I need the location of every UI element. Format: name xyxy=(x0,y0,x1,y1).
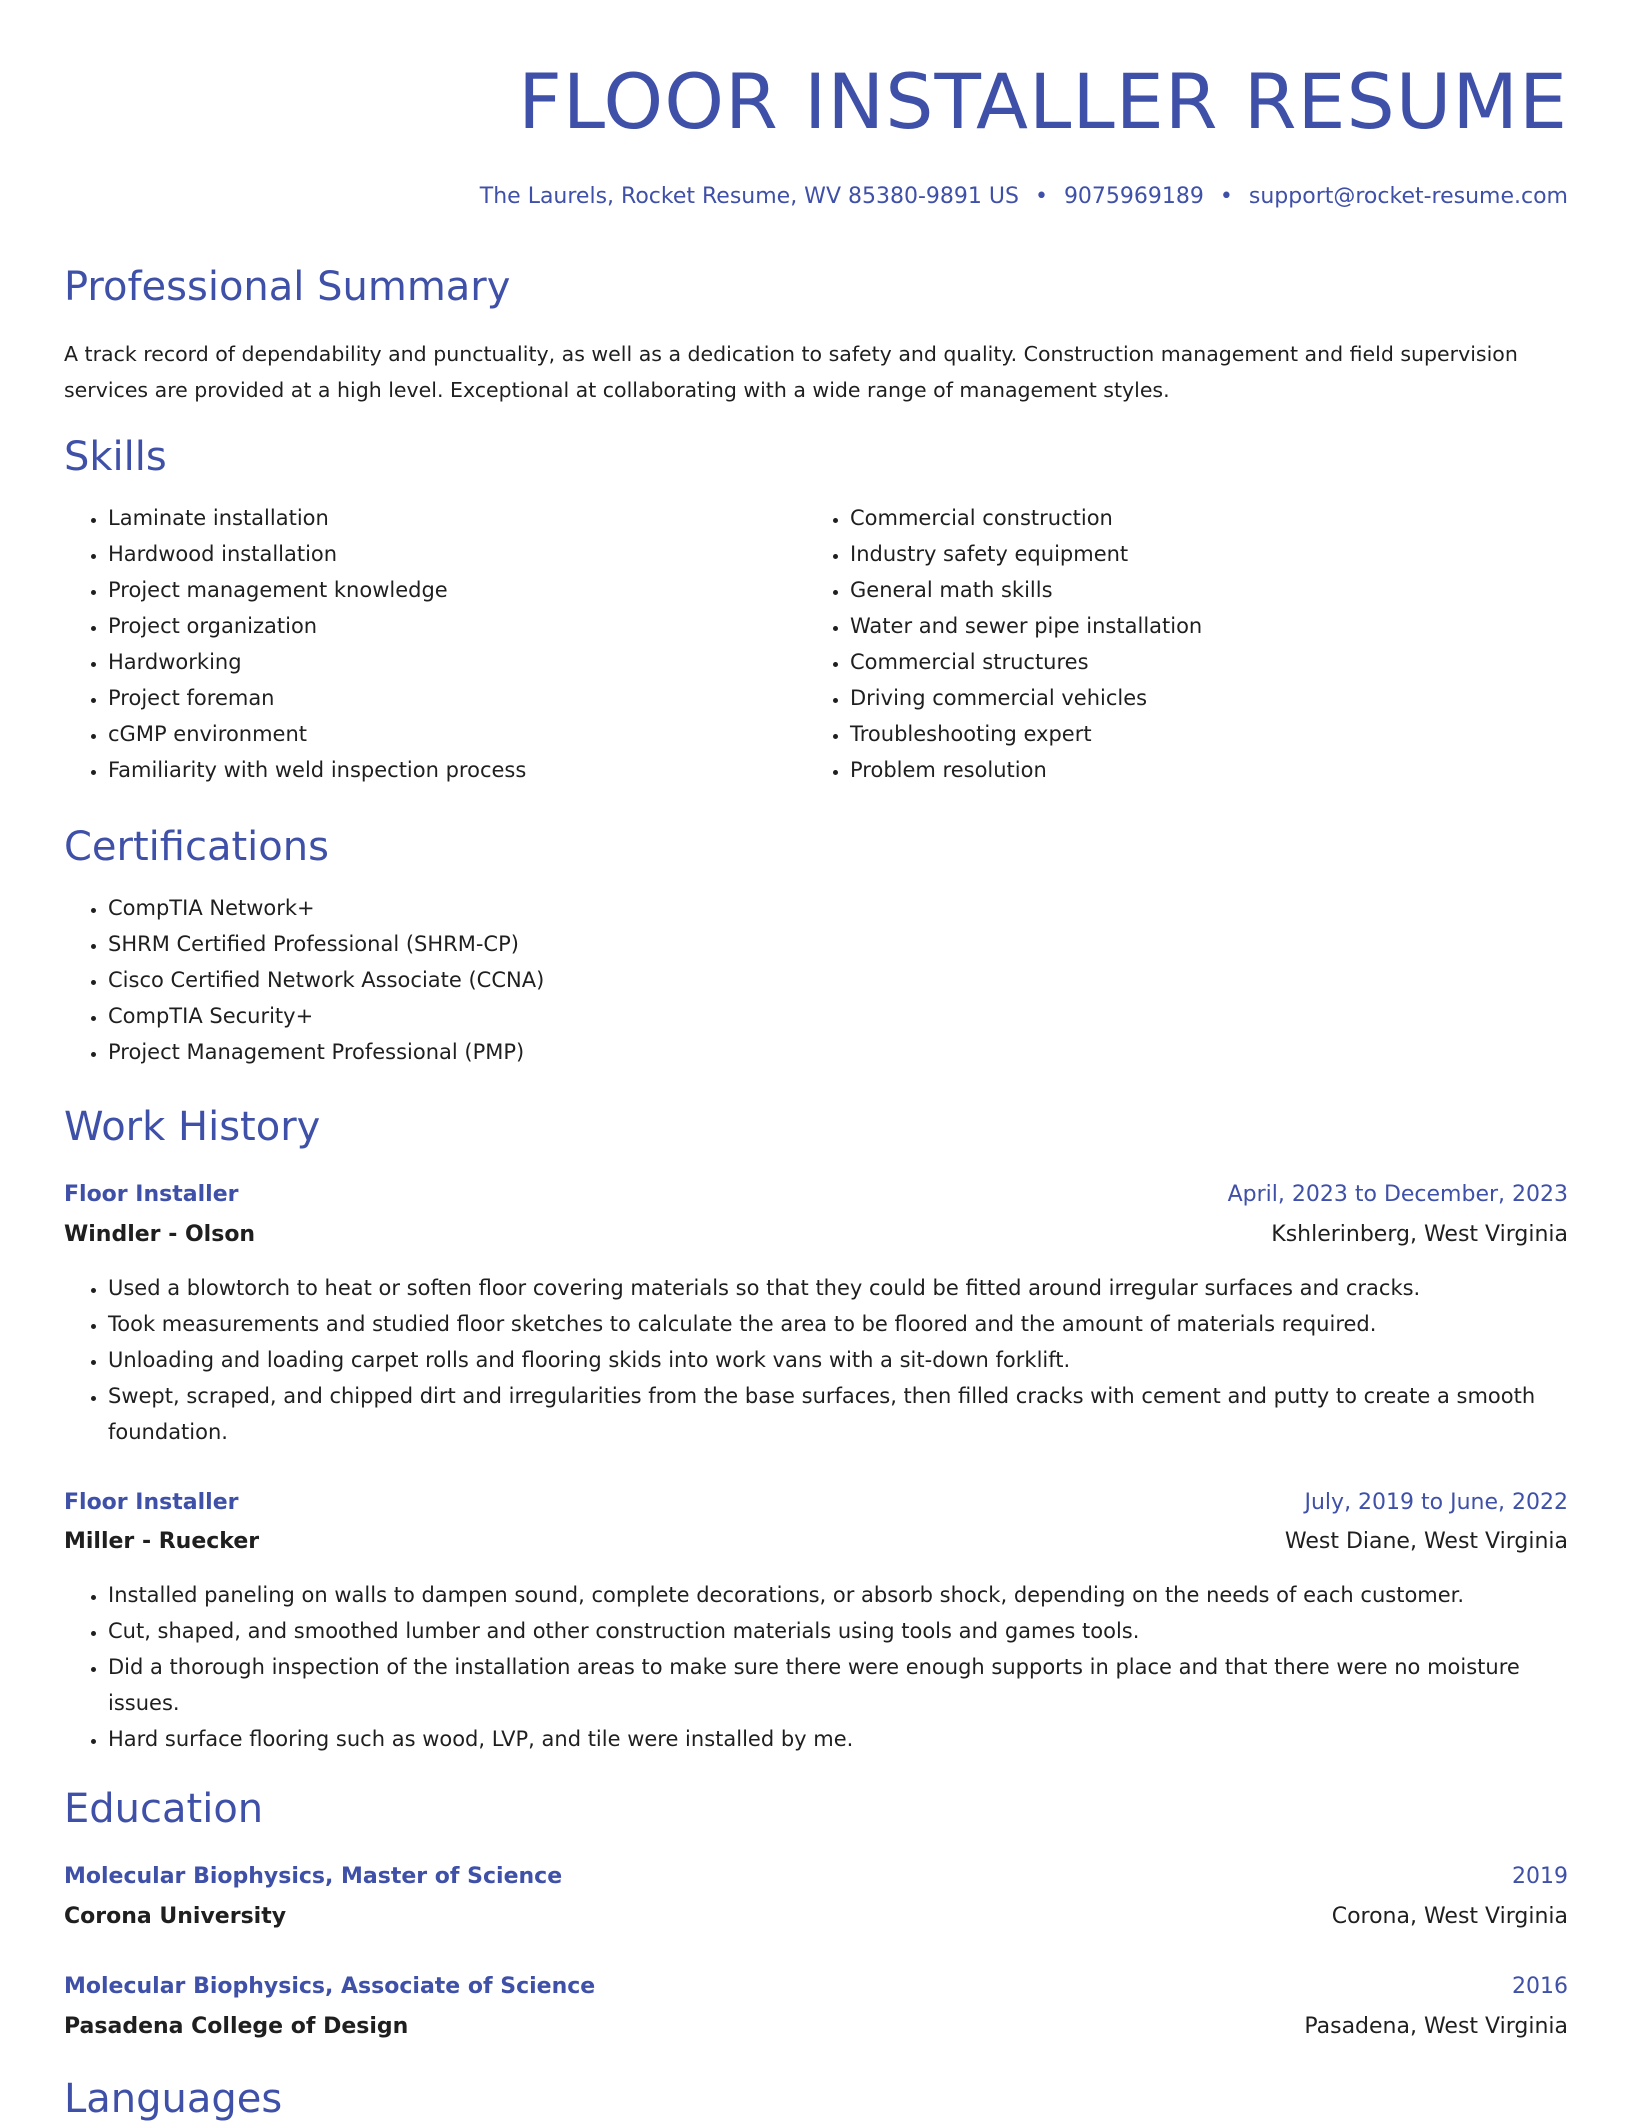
education-location: Pasadena, West Virginia xyxy=(1304,2014,1568,2039)
education-year: 2019 xyxy=(1512,1864,1568,1889)
job-title: Floor Installer xyxy=(64,1490,239,1515)
job-company: Miller - Ruecker xyxy=(64,1529,260,1554)
certifications-heading: Certifications xyxy=(64,824,329,870)
languages-heading: Languages xyxy=(64,2076,283,2122)
contact-separator: • xyxy=(1034,184,1048,209)
certification-item: • CompTIA Security+ xyxy=(108,998,1568,1034)
skill-item: • Hardwood installation xyxy=(108,536,808,572)
job-bullet: • Installed paneling on walls to dampen sound, complete decorations, or absorb shock, depending on the needs of each customer. xyxy=(108,1577,1598,1613)
skill-item: • Hardworking xyxy=(108,644,808,680)
skill-item: • cGMP environment xyxy=(108,716,808,752)
job-bullets xyxy=(64,1577,1598,1757)
skill-item: • Industry safety equipment xyxy=(850,536,1550,572)
education-degree: Molecular Biophysics, Master of Science xyxy=(64,1864,563,1889)
certification-item: • SHRM Certified Professional (SHRM-CP) xyxy=(108,926,1568,962)
contact-separator: • xyxy=(1219,184,1233,209)
job-location: Kshlerinberg, West Virginia xyxy=(1271,1222,1568,1247)
summary-heading: Professional Summary xyxy=(64,264,511,310)
certification-item: • Project Management Professional (PMP) xyxy=(108,1034,1568,1070)
work-history-heading: Work History xyxy=(64,1104,321,1150)
skill-item: • Commercial structures xyxy=(850,644,1550,680)
job-company: Windler - Olson xyxy=(64,1222,256,1247)
skill-item: • Driving commercial vehicles xyxy=(850,680,1550,716)
contact-address: The Laurels, Rocket Resume, WV 85380-9891 US xyxy=(479,184,1019,209)
skill-item: • General math skills xyxy=(850,572,1550,608)
skill-item: • Familiarity with weld inspection process xyxy=(108,752,808,788)
resume-title: FLOOR INSTALLER RESUME xyxy=(518,57,1568,146)
job-bullet: • Cut, shaped, and smoothed lumber and other construction materials using tools and games tools. xyxy=(108,1613,1598,1649)
job-bullets xyxy=(64,1270,1598,1450)
skill-item: • Commercial construction xyxy=(850,500,1550,536)
job-bullet: • Did a thorough inspection of the installation areas to make sure there were enough supports in place and that there were no moisture issues. xyxy=(108,1649,1598,1721)
education-school: Corona University xyxy=(64,1904,287,1929)
contact-line xyxy=(480,182,1568,212)
certification-item: • Cisco Certified Network Associate (CCNA) xyxy=(108,962,1568,998)
education-subheader xyxy=(64,2009,1568,2045)
skill-item: • Project management knowledge xyxy=(108,572,808,608)
job-bullet: • Unloading and loading carpet rolls and flooring skids into work vans with a sit-down forklift. xyxy=(108,1342,1598,1378)
skill-item: • Project organization xyxy=(108,608,808,644)
skill-item: • Laminate installation xyxy=(108,500,808,536)
education-degree: Molecular Biophysics, Associate of Science xyxy=(64,1974,596,1999)
education-location: Corona, West Virginia xyxy=(1331,1904,1568,1929)
certification-item: • CompTIA Network+ xyxy=(108,890,1568,926)
education-subheader xyxy=(64,1899,1568,1935)
contact-email[interactable]: support@rocket-resume.com xyxy=(1248,184,1568,209)
certifications-list xyxy=(64,890,1568,1070)
job-bullet: • Took measurements and studied floor sketches to calculate the area to be floored and the amount of materials required. xyxy=(108,1306,1598,1342)
contact-phone[interactable]: 9075969189 xyxy=(1063,184,1204,209)
skill-item: • Water and sewer pipe installation xyxy=(850,608,1550,644)
job-bullet: • Hard surface flooring such as wood, LVP, and tile were installed by me. xyxy=(108,1721,1598,1757)
skill-item: • Problem resolution xyxy=(850,752,1550,788)
education-header xyxy=(64,1859,1568,1895)
education-header xyxy=(64,1969,1568,2005)
job-subheader xyxy=(64,1217,1568,1253)
job-subheader xyxy=(64,1524,1568,1560)
job-header xyxy=(64,1485,1568,1521)
job-bullet: • Used a blowtorch to heat or soften floor covering materials so that they could be fitted around irregular surfaces and cracks. xyxy=(108,1270,1598,1306)
skills-list-right xyxy=(806,500,1550,788)
education-heading: Education xyxy=(64,1786,264,1832)
summary-text: A track record of dependability and punctuality, as well as a dedication to safety and quality. Construction management and field supervision services are provided at a high level. Exceptional at collaborating with a wide range of management styles. xyxy=(64,342,1518,402)
education-school: Pasadena College of Design xyxy=(64,2014,409,2039)
job-title: Floor Installer xyxy=(64,1182,239,1207)
job-location: West Diane, West Virginia xyxy=(1284,1529,1568,1554)
job-header xyxy=(64,1177,1568,1213)
skill-item: • Project foreman xyxy=(108,680,808,716)
skills-heading: Skills xyxy=(64,434,167,480)
skills-list-left xyxy=(64,500,808,788)
job-dates: July, 2019 to June, 2022 xyxy=(1304,1490,1568,1515)
job-bullet: • Swept, scraped, and chipped dirt and irregularities from the base surfaces, then filled cracks with cement and putty to create a smooth foundation. xyxy=(108,1378,1598,1450)
education-year: 2016 xyxy=(1512,1974,1568,1999)
job-dates: April, 2023 to December, 2023 xyxy=(1227,1182,1568,1207)
skill-item: • Troubleshooting expert xyxy=(850,716,1550,752)
